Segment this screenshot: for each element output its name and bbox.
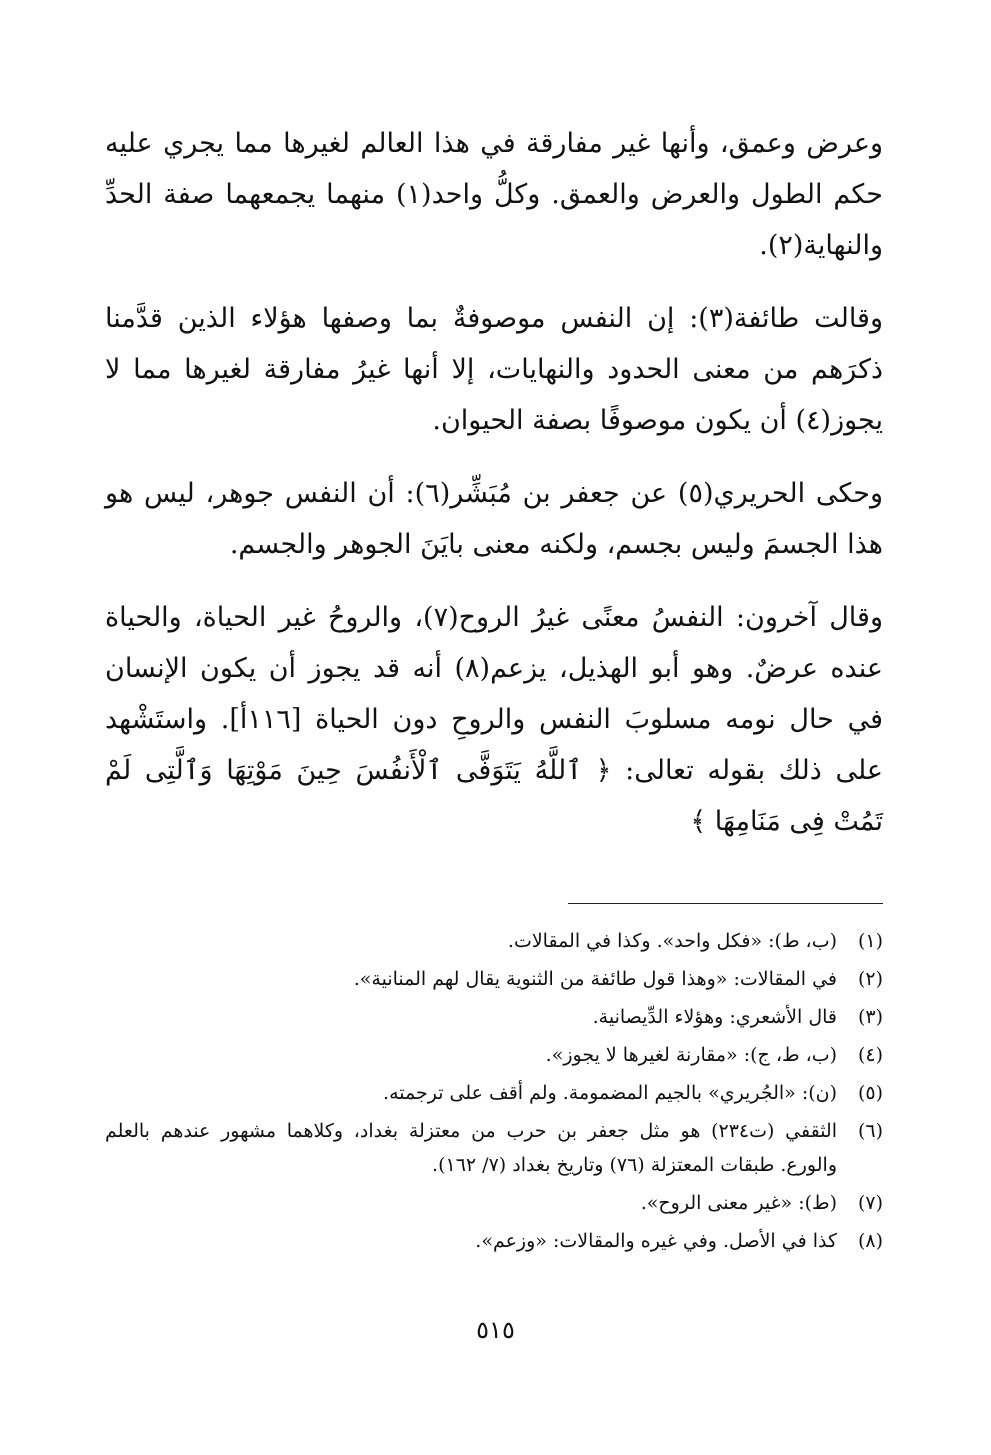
footnote-3 bbox=[105, 1000, 883, 1034]
footnote-text: (ب، ط، ج): «مقارنة لغيرها لا يجوز». bbox=[545, 1044, 837, 1066]
paragraph-1: وعرض وعمق، وأنها غير مفارقة في هذا العالم لغيرها مما يجري عليه حكم الطول والعرض والعمق. وكلُّ واحد(١) منهما يجمعهما صفة الحدِّ والنهاية(٢). bbox=[105, 128, 883, 261]
paragraph-4: وقال آخرون: النفسُ معنًى غيرُ الروح(٧)، والروحُ غير الحياة، والحياة عنده عرضٌ. وهو أبو الهذيل، يزعم(٨) أنه قد يجوز أن يكون الإنسان في حال نومه مسلوبَ النفس والروحِ دون الحياة [١١٦أ]. واستَشْهد على ذلك بقوله تعالى: ﴿ ٱللَّهُ يَتَوَفَّى ٱلْأَنفُسَ حِينَ مَوْتِهَا وَٱلَّتِى لَمْ تَمُتْ فِى مَنَامِهَا ﴾ bbox=[105, 602, 883, 837]
footnote-number: (٢) bbox=[857, 968, 883, 990]
footnote-text: (ب، ط): «فكل واحد». وكذا في المقالات. bbox=[507, 930, 837, 952]
footnotes bbox=[105, 924, 883, 1258]
footnote-1 bbox=[105, 924, 883, 958]
footnote-number: (٤) bbox=[857, 1044, 883, 1066]
page-content bbox=[105, 118, 883, 1262]
footnote-4 bbox=[105, 1038, 883, 1072]
footnote-5 bbox=[105, 1076, 883, 1110]
footnote-number: (٦) bbox=[857, 1120, 883, 1142]
page-number: ٥١٥ bbox=[476, 1316, 515, 1344]
footnote-number: (٧) bbox=[857, 1192, 883, 1214]
footnote-number: (٥) bbox=[857, 1082, 883, 1104]
footnote-2 bbox=[105, 962, 883, 996]
footnote-text: كذا في الأصل. وفي غيره والمقالات: «وزعم». bbox=[475, 1230, 837, 1252]
footnote-text: (ن): «الجُريري» بالجيم المضمومة. ولم أقف على ترجمته. bbox=[383, 1082, 837, 1104]
footnote-number: (١) bbox=[857, 930, 883, 952]
paragraph-2: وقالت طائفة(٣): إن النفس موصوفةٌ بما وصفها هؤلاء الذين قدَّمنا ذكرَهم من معنى الحدود والنهايات، إلا أنها غيرُ مفارقة لغيرها مما لا يجوز(٤) أن يكون موصوفًا بصفة الحيوان. bbox=[105, 303, 883, 436]
footnote-number: (٣) bbox=[857, 1006, 883, 1028]
footnote-text: الثقفي (ت٢٣٤) هو مثل جعفر بن حرب من معتزلة بغداد، وكلاهما مشهور عندهم بالعلم والورع. طبقات المعتزلة (٧٦) وتاريخ بغداد (٧/ ١٦٢). bbox=[105, 1120, 837, 1176]
footnote-number: (٨) bbox=[857, 1230, 883, 1252]
footnote-separator bbox=[568, 903, 883, 904]
footnote-7 bbox=[105, 1186, 883, 1220]
main-text bbox=[105, 118, 883, 847]
footnote-text: (ط): «غير معنى الروح». bbox=[640, 1192, 837, 1214]
footnote-6 bbox=[105, 1114, 883, 1182]
footnote-text: قال الأشعري: وهؤلاء الدِّيصانية. bbox=[592, 1006, 837, 1028]
paragraph-3: وحكى الحريري(٥) عن جعفر بن مُبَشِّر(٦): أن النفس جوهر، ليس هو هذا الجسمَ وليس بجسم، ولكنه معنى بايَنَ الجوهر والجسم. bbox=[105, 478, 883, 560]
footnote-8 bbox=[105, 1224, 883, 1258]
footnote-text: في المقالات: «وهذا قول طائفة من الثنوية يقال لهم المنانية». bbox=[353, 968, 837, 990]
